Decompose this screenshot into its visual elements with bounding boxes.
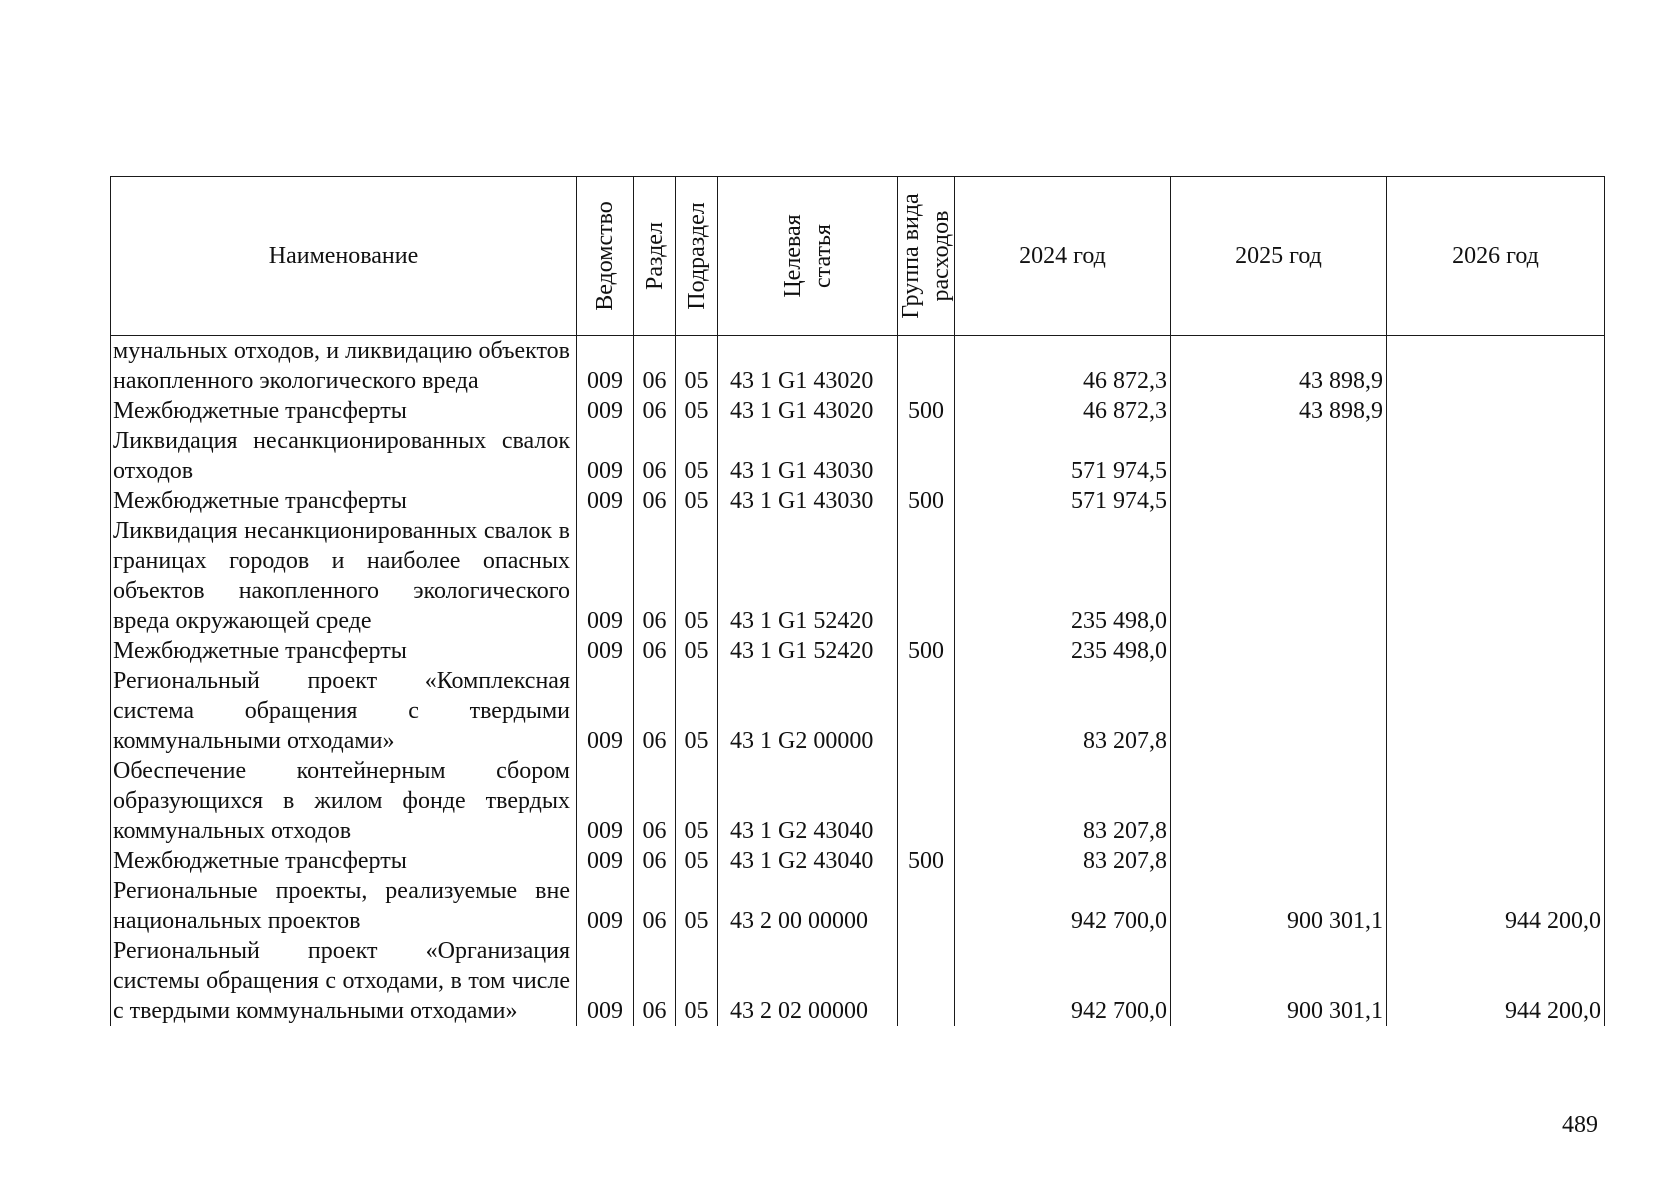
row-section: 06 (634, 936, 676, 1026)
row-amount-2026 (1387, 336, 1605, 397)
row-department: 009 (577, 756, 634, 846)
row-section: 06 (634, 396, 676, 426)
row-department: 009 (577, 486, 634, 516)
row-group: 500 (898, 486, 955, 516)
row-target: 43 1 G1 43030 (718, 486, 898, 516)
row-subsection: 05 (676, 756, 718, 846)
row-amount-2024: 46 872,3 (955, 336, 1171, 397)
row-name: Межбюджетные трансферты (111, 846, 577, 876)
row-section: 06 (634, 636, 676, 666)
row-target: 43 2 00 00000 (718, 876, 898, 936)
table-row (111, 516, 1605, 636)
row-target: 43 1 G1 43020 (718, 336, 898, 397)
table-row (111, 396, 1605, 426)
row-department: 009 (577, 876, 634, 936)
row-amount-2026: 944 200,0 (1387, 876, 1605, 936)
table-row (111, 666, 1605, 756)
row-section: 06 (634, 486, 676, 516)
row-target: 43 1 G1 43030 (718, 426, 898, 486)
row-subsection: 05 (676, 516, 718, 636)
table-row (111, 336, 1605, 397)
row-group: 500 (898, 846, 955, 876)
row-amount-2024: 942 700,0 (955, 876, 1171, 936)
row-amount-2024: 46 872,3 (955, 396, 1171, 426)
table-row (111, 936, 1605, 1026)
row-subsection: 05 (676, 636, 718, 666)
row-amount-2026 (1387, 426, 1605, 486)
row-department: 009 (577, 516, 634, 636)
row-department: 009 (577, 426, 634, 486)
table-body (111, 336, 1605, 1027)
row-amount-2026 (1387, 756, 1605, 846)
row-name: Межбюджетные трансферты (111, 396, 577, 426)
row-amount-2024: 83 207,8 (955, 756, 1171, 846)
header-target: Целевая статья (718, 177, 898, 336)
row-name: Межбюджетные трансферты (111, 486, 577, 516)
row-amount-2025 (1171, 426, 1387, 486)
row-amount-2026 (1387, 846, 1605, 876)
row-group (898, 936, 955, 1026)
table-row (111, 756, 1605, 846)
row-department: 009 (577, 666, 634, 756)
row-amount-2025 (1171, 846, 1387, 876)
row-target: 43 1 G2 43040 (718, 846, 898, 876)
row-group (898, 336, 955, 397)
row-amount-2026 (1387, 666, 1605, 756)
row-section: 06 (634, 666, 676, 756)
row-target: 43 2 02 00000 (718, 936, 898, 1026)
header-group: Группа вида расходов (898, 177, 955, 336)
row-subsection: 05 (676, 876, 718, 936)
row-section: 06 (634, 756, 676, 846)
row-department: 009 (577, 336, 634, 397)
row-target: 43 1 G1 52420 (718, 516, 898, 636)
row-subsection: 05 (676, 846, 718, 876)
row-amount-2024: 235 498,0 (955, 516, 1171, 636)
row-section: 06 (634, 846, 676, 876)
row-amount-2026: 944 200,0 (1387, 936, 1605, 1026)
row-subsection: 05 (676, 426, 718, 486)
header-year-2025: 2025 год (1171, 177, 1387, 336)
table-header (111, 177, 1605, 336)
row-group (898, 666, 955, 756)
row-name: Межбюджетные трансферты (111, 636, 577, 666)
row-amount-2025 (1171, 756, 1387, 846)
row-amount-2025: 43 898,9 (1171, 336, 1387, 397)
row-section: 06 (634, 516, 676, 636)
row-department: 009 (577, 846, 634, 876)
budget-table (110, 176, 1605, 1026)
table-row (111, 876, 1605, 936)
header-year-2026: 2026 год (1387, 177, 1605, 336)
row-amount-2024: 942 700,0 (955, 936, 1171, 1026)
header-subsection: Подраздел (676, 177, 718, 336)
table-row (111, 426, 1605, 486)
row-department: 009 (577, 936, 634, 1026)
row-group (898, 876, 955, 936)
row-section: 06 (634, 876, 676, 936)
row-amount-2025 (1171, 486, 1387, 516)
row-amount-2024: 571 974,5 (955, 486, 1171, 516)
row-group (898, 516, 955, 636)
row-department: 009 (577, 636, 634, 666)
row-amount-2025: 43 898,9 (1171, 396, 1387, 426)
row-department: 009 (577, 396, 634, 426)
header-department: Ведомство (577, 177, 634, 336)
header-name: Наименование (111, 177, 577, 336)
row-name: Ликвидация несанкционированных свалок в границах городов и наиболее опасных объектов накопленного экологического вреда окружающей среде (111, 516, 577, 636)
row-amount-2025 (1171, 516, 1387, 636)
row-target: 43 1 G2 43040 (718, 756, 898, 846)
page-number: 489 (1562, 1112, 1598, 1138)
row-name: Ликвидация несанкционированных свалок отходов (111, 426, 577, 486)
row-amount-2026 (1387, 486, 1605, 516)
row-subsection: 05 (676, 396, 718, 426)
row-amount-2025 (1171, 636, 1387, 666)
row-target: 43 1 G1 43020 (718, 396, 898, 426)
row-name: мунальных отходов, и ликвидацию объектов накопленного экологического вреда (111, 336, 577, 397)
row-amount-2024: 83 207,8 (955, 846, 1171, 876)
row-amount-2025 (1171, 666, 1387, 756)
row-group (898, 426, 955, 486)
table-row (111, 636, 1605, 666)
row-target: 43 1 G2 00000 (718, 666, 898, 756)
row-amount-2026 (1387, 636, 1605, 666)
row-subsection: 05 (676, 486, 718, 516)
row-target: 43 1 G1 52420 (718, 636, 898, 666)
row-name: Региональные проекты, реализуемые вне национальных проектов (111, 876, 577, 936)
row-group: 500 (898, 636, 955, 666)
row-name: Региональный проект «Комплексная система обращения с твердыми коммунальными отходами» (111, 666, 577, 756)
header-year-2024: 2024 год (955, 177, 1171, 336)
row-name: Обеспечение контейнерным сбором образующихся в жилом фонде твердых коммунальных отходов (111, 756, 577, 846)
row-subsection: 05 (676, 666, 718, 756)
row-amount-2024: 235 498,0 (955, 636, 1171, 666)
table-row (111, 846, 1605, 876)
row-amount-2024: 571 974,5 (955, 426, 1171, 486)
row-amount-2026 (1387, 396, 1605, 426)
row-name: Региональный проект «Организация системы обращения с отходами, в том числе с твердыми коммунальными отходами» (111, 936, 577, 1026)
row-subsection: 05 (676, 336, 718, 397)
row-amount-2026 (1387, 516, 1605, 636)
row-group: 500 (898, 396, 955, 426)
table-row (111, 486, 1605, 516)
row-subsection: 05 (676, 936, 718, 1026)
row-section: 06 (634, 336, 676, 397)
row-amount-2024: 83 207,8 (955, 666, 1171, 756)
row-amount-2025: 900 301,1 (1171, 936, 1387, 1026)
row-group (898, 756, 955, 846)
header-section: Раздел (634, 177, 676, 336)
row-amount-2025: 900 301,1 (1171, 876, 1387, 936)
row-section: 06 (634, 426, 676, 486)
